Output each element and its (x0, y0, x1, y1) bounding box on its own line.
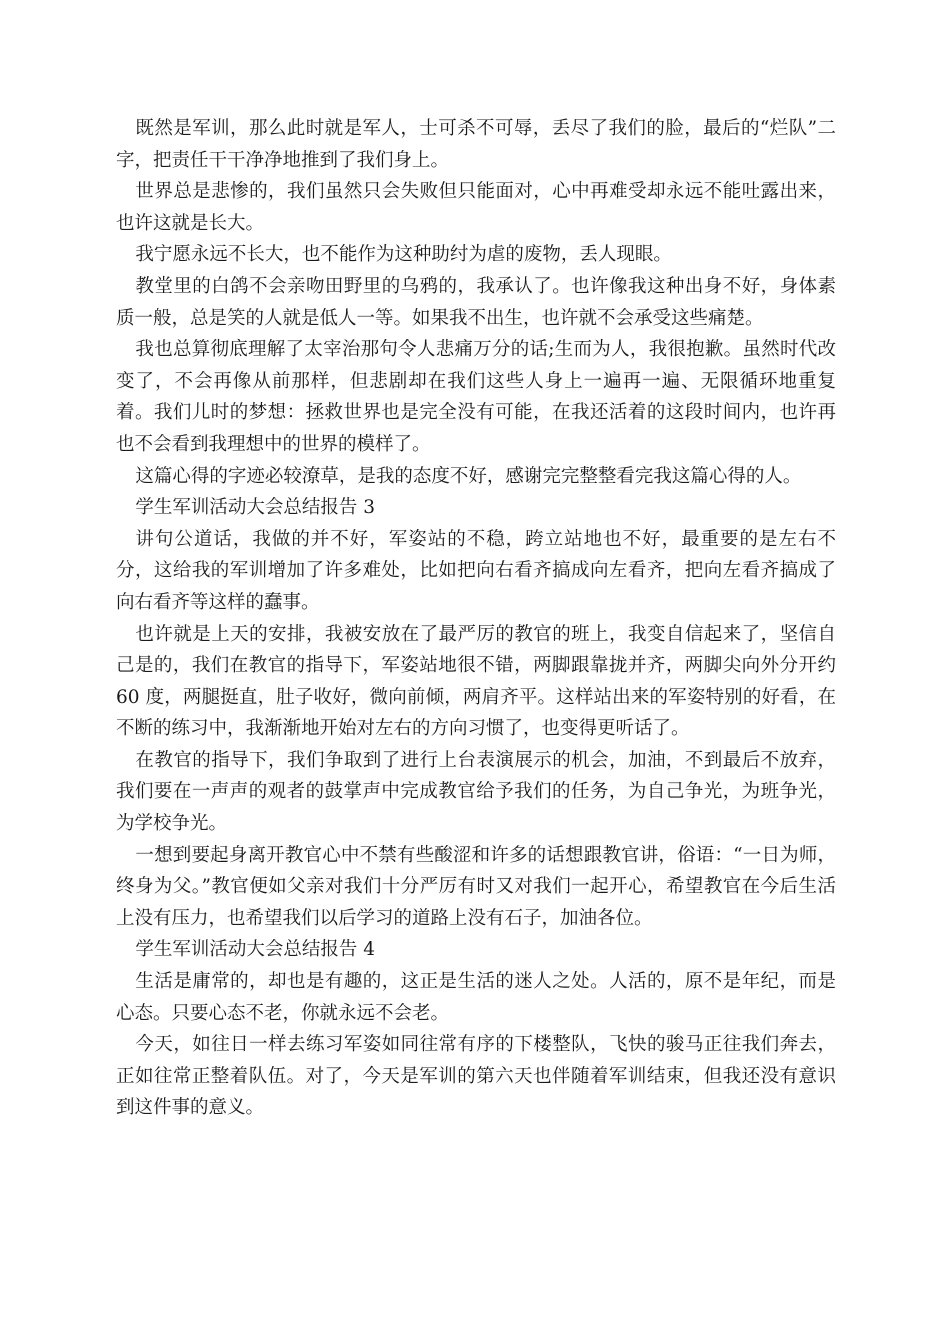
paragraph: 也许就是上天的安排，我被安放在了最严厉的教官的班上，我变自信起来了，坚信自己是的，我们在教官的指导下，军姿站地很不错，两脚跟靠拢并齐，两脚尖向外分开约 60 度，两腿挺直，肚子收好，微向前倾，两肩齐平。这样站出来的军姿特别的好看，在不断的练习中，我渐渐地开始对左右的方向习惯了，也变得更听话了。 (116, 623, 836, 740)
paragraph: 今天，如往日一样去练习军姿如同往常有序的下楼整队，飞快的骏马正往我们奔去，正如往常正整着队伍。对了，今天是军训的第六天也伴随着军训结束，但我还没有意识到这件事的意义。 (116, 1034, 836, 1119)
document-body (116, 113, 836, 1124)
paragraph: 世界总是悲惨的，我们虽然只会失败但只能面对，心中再难受却永远不能吐露出来，也许这就是长大。 (116, 181, 836, 234)
paragraph: 我也总算彻底理解了太宰治那句令人悲痛万分的话;生而为人，我很抱歉。虽然时代改变了，不会再像从前那样，但悲剧却在我们这些人身上一遍再一遍、无限循环地重复着。我们儿时的梦想：拯救世界也是完全没有可能，在我还活着的这段时间内，也许再也不会看到我理想中的世界的模样了。 (116, 339, 836, 455)
section-heading: 学生军训活动大会总结报告 4 (135, 939, 376, 961)
paragraph: 既然是军训，那么此时就是军人，士可杀不可辱，丢尽了我们的脸，最后的“烂队”二字，把责任干干净净地推到了我们身上。 (116, 118, 836, 171)
paragraph: 讲句公道话，我做的并不好，军姿站的不稳，跨立站地也不好，最重要的是左右不分，这给我的军训增加了许多难处，比如把向右看齐搞成向左看齐，把向左看齐搞成了向右看齐等这样的蠢事。 (116, 528, 836, 613)
paragraph: 一想到要起身离开教官心中不禁有些酸涩和许多的话想跟教官讲，俗语：“一日为师，终身为父。”教官便如父亲对我们十分严厉有时又对我们一起开心，希望教官在今后生活上没有压力，也希望我们以后学习的道路上没有石子，加油各位。 (116, 844, 836, 929)
section-heading: 学生军训活动大会总结报告 3 (135, 497, 376, 519)
paragraph: 在教官的指导下，我们争取到了进行上台表演展示的机会，加油，不到最后不放弃，我们要在一声声的观者的鼓掌声中完成教官给予我们的任务，为自己争光，为班争光，为学校争光。 (116, 749, 836, 835)
paragraph: 这篇心得的字迹必较潦草，是我的态度不好，感谢完完整整看完我这篇心得的人。 (135, 465, 802, 487)
paragraph: 生活是庸常的，却也是有趣的，这正是生活的迷人之处。人活的，原不是年纪，而是心态。只要心态不老，你就永远不会老。 (116, 971, 836, 1024)
paragraph: 教堂里的白鸽不会亲吻田野里的乌鸦的，我承认了。也许像我这种出身不好，身体素质一般，总是笑的人就是低人一等。如果我不出生，也许就不会承受这些痛楚。 (116, 275, 836, 329)
paragraph: 我宁愿永远不长大，也不能作为这种助纣为虐的废物，丢人现眼。 (135, 244, 672, 266)
